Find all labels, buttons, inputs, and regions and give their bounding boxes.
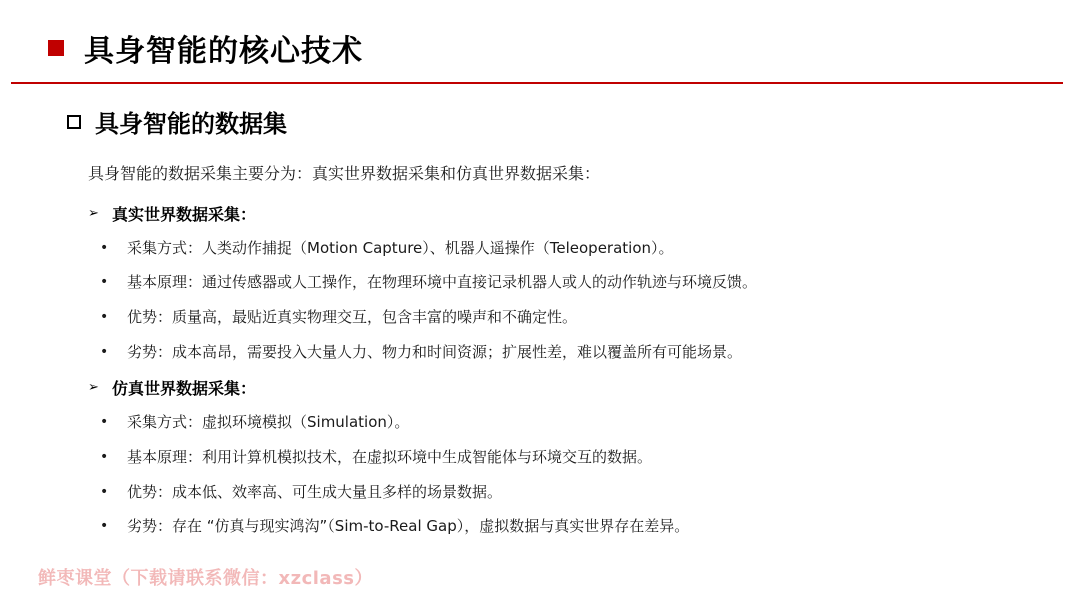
title-square-icon <box>48 40 64 56</box>
list-item-text: 基本原理：通过传感器或人工操作，在物理环境中直接记录机器人或人的动作轨迹与环境反馈。 <box>127 273 758 291</box>
subheading-label: 仿真世界数据采集： <box>112 379 257 398</box>
list-item <box>100 411 409 432</box>
list-item <box>100 446 652 467</box>
list-item-text: 劣势：成本高昂，需要投入大量人力、物力和时间资源；扩展性差，难以覆盖所有可能场景。 <box>127 343 743 361</box>
subheading-simulation <box>88 376 256 399</box>
section-heading <box>67 104 287 139</box>
bullet-dot-icon: • <box>100 517 109 534</box>
list-item <box>100 237 674 258</box>
bullet-dot-icon: • <box>100 273 109 290</box>
list-item <box>100 481 502 502</box>
subheading-real-world <box>88 202 256 225</box>
list-item-text: 采集方式：人类动作捕捉（Motion Capture）、机器人遥操作（Teleoperation）。 <box>127 239 674 257</box>
list-item <box>100 341 742 362</box>
hollow-square-icon <box>67 115 81 129</box>
section-title: 具身智能的数据集 <box>95 110 287 138</box>
bullet-dot-icon: • <box>100 413 109 430</box>
list-item-text: 优势：质量高，最贴近真实物理交互，包含丰富的噪声和不确定性。 <box>127 308 578 326</box>
list-item <box>100 271 757 292</box>
list-item-text: 采集方式：虚拟环境模拟（Simulation）。 <box>127 413 410 431</box>
slide-title-bar <box>48 26 363 70</box>
list-item-text: 基本原理：利用计算机模拟技术，在虚拟环境中生成智能体与环境交互的数据。 <box>127 448 653 466</box>
bullet-dot-icon: • <box>100 483 109 500</box>
arrow-bullet-icon: ➢ <box>88 380 99 395</box>
list-item <box>100 306 577 327</box>
title-divider <box>11 82 1063 84</box>
list-item-text: 劣势：存在 “仿真与现实鸿沟”（Sim-to-Real Gap），虚拟数据与真实世界存在差异。 <box>127 517 690 535</box>
intro-text: 具身智能的数据采集主要分为：真实世界数据采集和仿真世界数据采集： <box>88 164 601 183</box>
slide-title: 具身智能的核心技术 <box>84 34 363 69</box>
list-item <box>100 515 689 536</box>
watermark: 鲜枣课堂（下载请联系微信：xzclass） <box>38 568 373 589</box>
list-item-text: 优势：成本低、效率高、可生成大量且多样的场景数据。 <box>127 483 503 501</box>
bullet-dot-icon: • <box>100 448 109 465</box>
arrow-bullet-icon: ➢ <box>88 206 99 221</box>
bullet-dot-icon: • <box>100 308 109 325</box>
subheading-label: 真实世界数据采集： <box>112 205 257 224</box>
bullet-dot-icon: • <box>100 343 109 360</box>
bullet-dot-icon: • <box>100 239 109 256</box>
